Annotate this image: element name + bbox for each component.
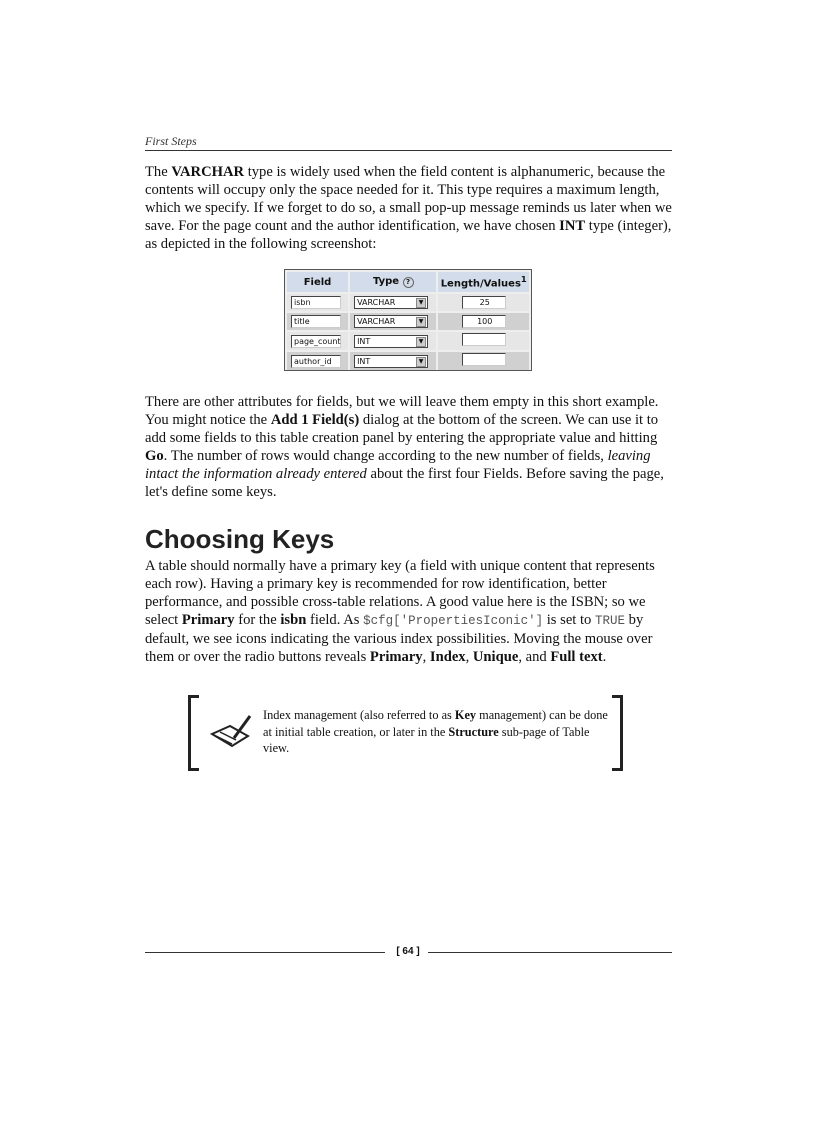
text-run: , and (518, 649, 551, 665)
table-creation-screenshot (284, 269, 532, 371)
text-run: There are other attributes for fields, but we will leave them empty in this short example. You might notice the (145, 394, 659, 428)
bold-text: Index (429, 649, 466, 665)
table-row (287, 332, 529, 350)
text-run: field. As (306, 612, 364, 628)
page-number: [ 64 ] (396, 946, 420, 957)
type-value: INT (357, 336, 371, 346)
text-run: type is widely used when the field content is alphanumeric, because the contents will occupy only the space needed for it. This type requires a maximum length, which we specify. If we forget to do so, a small pop-up message reminds us later when we save. For the page count and the author identification, we have chosen (145, 164, 672, 234)
footer-rule-right (428, 952, 672, 953)
bold-text: Key (454, 708, 477, 722)
italic-text: leaving intact the information already entered (145, 448, 651, 482)
paragraph-attributes (145, 393, 675, 501)
footer-rule-left (145, 952, 385, 953)
field-name-input[interactable]: title (291, 315, 341, 328)
chevron-down-icon: ▼ (416, 298, 426, 308)
paragraph-primary-key (145, 557, 675, 666)
note-bracket-right (612, 695, 623, 771)
text-run: , (465, 649, 473, 665)
length-input[interactable]: 100 (462, 315, 506, 328)
code-text: $cfg['PropertiesIconic'] (363, 614, 544, 628)
bold-text: Unique (472, 649, 519, 665)
type-value: VARCHAR (357, 298, 396, 307)
text-run: by default, we see icons indicating the various index possibilities. Moving the mouse over them or over the radio buttons reveals (145, 612, 653, 665)
text-run: A table should normally have a primary key (a field with unique content that represents each row). Having a primary key is recommended for row identification, better performance, and possible cross-table relations. A good value here is the ISBN; so we select (145, 558, 655, 628)
bold-text: Primary (369, 649, 423, 665)
text-run: . The number of rows would change according to the new number of fields, (163, 448, 608, 464)
column-header-type: Type ? (350, 272, 436, 292)
column-header-length: Length/Values$^1$ (438, 272, 529, 292)
table-row (287, 294, 529, 311)
bold-text: Go (145, 448, 164, 464)
bold-text: Add 1 Field(s) (270, 412, 360, 428)
bold-text: VARCHAR (171, 164, 245, 180)
column-header-field: Field (287, 272, 348, 292)
text-run: about the first four Fields. Before saving the page, let's define some keys. (145, 466, 664, 500)
bold-text: isbn (280, 612, 307, 628)
type-select[interactable] (354, 355, 428, 368)
chevron-down-icon: ▼ (416, 317, 426, 327)
length-input[interactable] (462, 333, 506, 346)
field-name-input[interactable]: isbn (291, 296, 341, 309)
note-text (263, 707, 608, 757)
text-run: sub-page of Table view. (263, 724, 590, 755)
code-text: TRUE (595, 614, 626, 628)
table-row (287, 313, 529, 330)
type-select[interactable] (354, 296, 428, 309)
note-bracket-left (188, 695, 199, 771)
bold-text: INT (559, 218, 586, 234)
length-input[interactable] (462, 353, 506, 366)
paragraph-varchar (145, 163, 675, 253)
note-pencil-icon (208, 712, 254, 757)
type-select[interactable] (354, 315, 428, 328)
section-heading: Choosing Keys (145, 524, 335, 554)
bold-text: Structure (448, 724, 499, 739)
text-run: dialog at the bottom of the screen. We can use it to add some fields to this table creation panel by entering the appropriate value and hitting (145, 412, 659, 446)
running-header: First Steps (145, 134, 197, 148)
field-name-input[interactable]: author_id (291, 355, 341, 368)
type-value: INT (357, 356, 371, 366)
type-value: VARCHAR (357, 317, 396, 326)
text-run: for the (234, 612, 281, 628)
text-run: Index management (also referred to as (263, 708, 455, 722)
text-run: is set to (543, 612, 595, 628)
chevron-down-icon: ▼ (416, 337, 426, 347)
text-run: The (145, 164, 172, 180)
text-run: type (integer), as depicted in the following screenshot: (145, 218, 672, 252)
field-name-input[interactable]: page_count (291, 335, 341, 348)
chevron-down-icon: ▼ (416, 357, 426, 367)
type-select[interactable] (354, 335, 428, 348)
text-run: , (422, 649, 430, 665)
bold-text: Primary (181, 612, 235, 628)
text-run: . (602, 649, 607, 665)
bold-text: Full text (550, 649, 603, 665)
length-input[interactable]: 25 (462, 296, 506, 309)
help-icon: ? (403, 277, 414, 288)
table-row (287, 352, 529, 370)
text-run: management) can be done at initial table creation, or later in the (263, 708, 608, 739)
header-rule (145, 150, 672, 151)
